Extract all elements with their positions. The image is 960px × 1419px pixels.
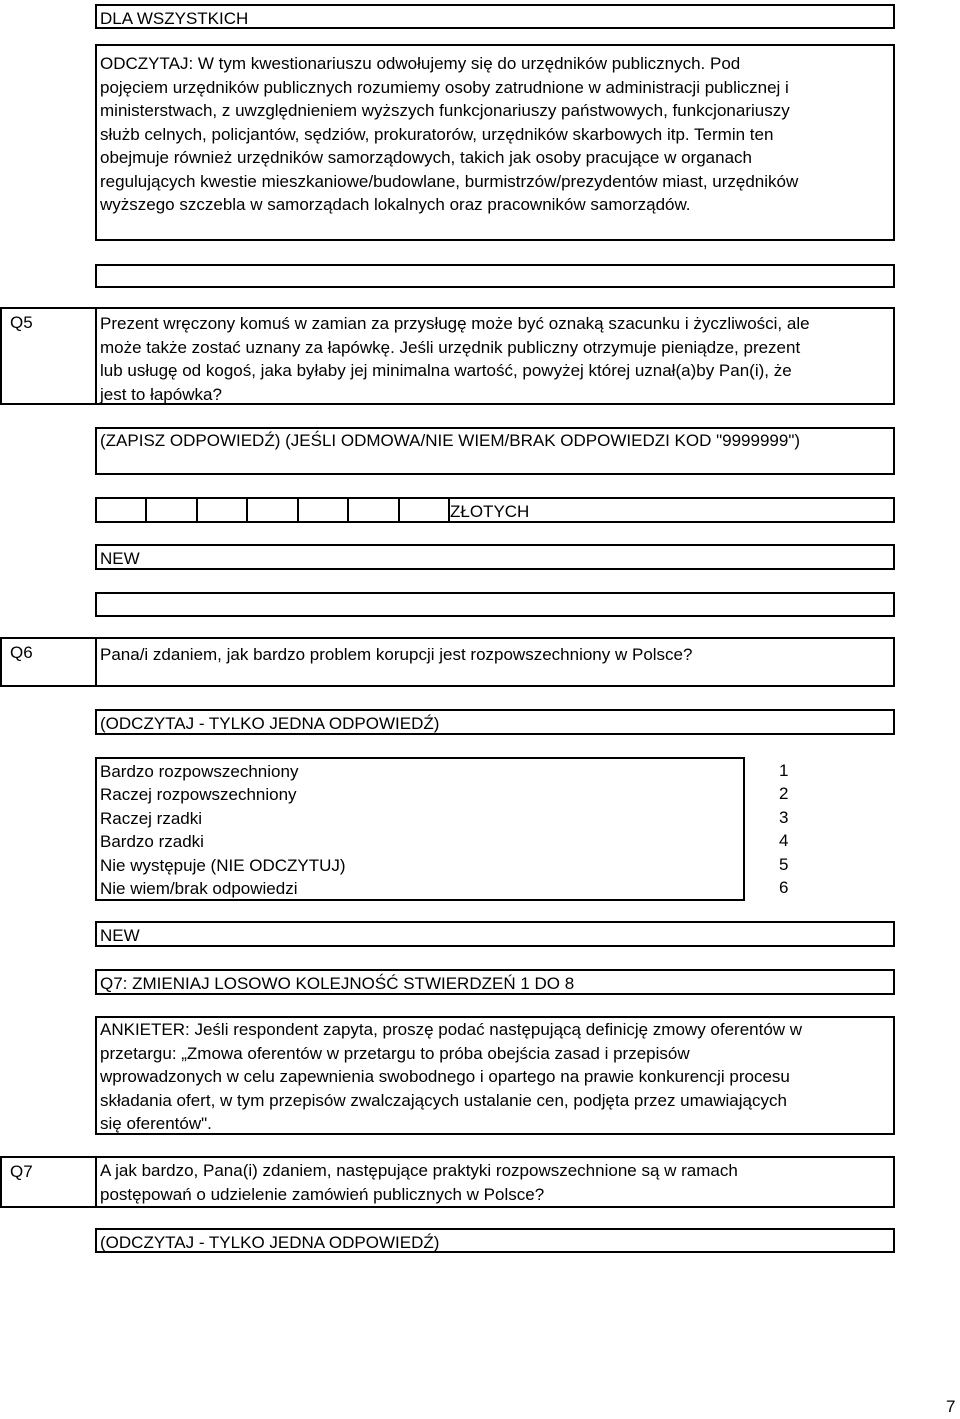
interviewer-line: składania ofert, w tym przepisów zwalczających ustalanie cen, podjęta przez umawiających	[100, 1090, 787, 1110]
option-label[interactable]: Nie występuje (NIE ODCZYTUJ)	[100, 855, 346, 875]
q7-question-box	[95, 1156, 895, 1208]
option-label[interactable]: Nie wiem/brak odpowiedzi	[100, 878, 298, 898]
q5-currency: ZŁOTYCH	[450, 502, 530, 521]
option-label[interactable]: Bardzo rzadki	[100, 832, 204, 852]
q7-label: Q7	[10, 1162, 33, 1181]
q7-question-line: A jak bardzo, Pana(i) zdaniem, następujące praktyki rozpowszechnione są w ramach	[100, 1161, 738, 1180]
digit-cell[interactable]	[349, 499, 399, 521]
q7-rotate-box	[95, 969, 895, 995]
q5-question-line: może także zostać uznany za łapówkę. Jeśli urzędnik publiczny otrzymuje pieniądze, prezent	[100, 337, 801, 357]
option-code: 1	[779, 761, 789, 780]
q6-question: Pana/i zdaniem, jak bardzo problem korupcji jest rozpowszechniony w Polsce?	[100, 645, 693, 664]
interviewer-line: przetargu: „Zmowa oferentów w przetargu to próba obejścia zasad i przepisów	[100, 1043, 690, 1063]
interviewer-line: się oferentów".	[100, 1114, 212, 1133]
option-code: 4	[779, 831, 789, 851]
q5-label: Q5	[10, 313, 33, 332]
q6-new-box	[95, 921, 895, 947]
intro-line: ministerstwach, z uwzględnieniem wyższych funkcjonariuszy państwowych, funkcjonariuszy	[100, 101, 790, 120]
separator-box	[95, 264, 895, 288]
q7-interviewer-box	[95, 1016, 895, 1135]
separator-box	[95, 592, 895, 617]
intro-line: ODCZYTAJ: W tym kwestionariuszu odwołujemy się do urzędników publicznych. Pod	[100, 54, 741, 73]
q5-currency-box	[448, 497, 895, 523]
digit-cell[interactable]	[147, 499, 197, 521]
interviewer-line: ANKIETER: Jeśli respondent zapyta, proszę podać następującą definicję zmowy oferentów w	[100, 1020, 803, 1039]
intro-line: pojęciem urzędników publicznych rozumiemy osoby zatrudnione w administracji publicznej i	[100, 77, 789, 97]
q6-label: Q6	[10, 643, 33, 662]
q7-label-cell	[0, 1156, 97, 1208]
option-code: 2	[779, 784, 789, 804]
q5-new-tag: NEW	[100, 549, 140, 568]
option-label[interactable]: Bardzo rozpowszechniony	[100, 762, 299, 781]
intro-line: wyższego szczebla w samorządach lokalnych oraz pracowników samorządów.	[100, 195, 691, 214]
section-title: DLA WSZYSTKICH	[100, 9, 249, 28]
option-code: 6	[779, 877, 789, 897]
q5-question-line: Prezent wręczony komuś w zamian za przysługę może być oznaką szacunku i życzliwości, ale	[100, 314, 810, 333]
q7-rotate-note: Q7: ZMIENIAJ LOSOWO KOLEJNOŚĆ STWIERDZEŃ 1 DO 8	[100, 974, 575, 993]
q5-new-box	[95, 544, 895, 570]
q7-instruction-box	[95, 1228, 895, 1253]
page-number: 7	[946, 1397, 956, 1416]
q7-instruction: (ODCZYTAJ - TYLKO JEDNA ODPOWIEDŹ)	[100, 1233, 440, 1252]
q5-question	[100, 312, 890, 406]
q7-question	[100, 1159, 890, 1206]
q6-instruction-box	[95, 709, 895, 735]
q6-label-cell	[0, 637, 97, 687]
q6-new-tag: NEW	[100, 926, 140, 945]
q5-instruction: (ZAPISZ ODPOWIEDŹ) (JEŚLI ODMOWA/NIE WIEM/BRAK ODPOWIEDZI KOD "9999999")	[100, 431, 801, 450]
section-header	[95, 4, 895, 29]
q7-interviewer-note	[100, 1018, 890, 1136]
q5-question-line: lub usługę od kogoś, jaka byłaby jej minimalna wartość, powyżej której uznał(a)by Pan(i), że	[100, 361, 792, 380]
option-code: 3	[779, 807, 789, 827]
intro-text	[100, 52, 890, 217]
q6-question-box	[95, 637, 895, 687]
digit-cell[interactable]	[97, 499, 147, 521]
digit-cell[interactable]	[299, 499, 349, 521]
q5-instruction-box	[95, 427, 895, 475]
intro-line: obejmuje również urzędników samorządowych, takich jak osoby pracujące w organach	[100, 148, 752, 167]
q6-instruction: (ODCZYTAJ - TYLKO JEDNA ODPOWIEDŹ)	[100, 714, 440, 733]
q7-question-line: postępowań o udzielenie zamówień publicznych w Polsce?	[100, 1184, 545, 1204]
option-label[interactable]: Raczej rzadki	[100, 808, 203, 828]
digit-cell[interactable]	[248, 499, 298, 521]
digit-cell[interactable]	[198, 499, 248, 521]
intro-line: regulujących kwestie mieszkaniowe/budowlane, burmistrzów/prezydentów miast, urzędników	[100, 171, 799, 191]
q5-question-box	[95, 307, 895, 405]
q5-question-line: jest to łapówka?	[100, 384, 222, 404]
digit-cell[interactable]	[400, 499, 448, 521]
intro-box	[95, 44, 895, 241]
option-code: 5	[779, 854, 789, 874]
option-label[interactable]: Raczej rozpowszechniony	[100, 785, 297, 805]
q6-option-codes	[779, 759, 788, 899]
q5-label-cell	[0, 307, 97, 405]
q5-amount-digits[interactable]	[95, 497, 450, 523]
q6-options	[100, 760, 740, 900]
interviewer-line: wprowadzonych w celu zapewnienia swobodnego i opartego na prawie konkurencji procesu	[100, 1067, 790, 1086]
q6-options-box	[95, 757, 745, 901]
intro-line: służb celnych, policjantów, sędziów, prokuratorów, urzędników skarbowych itp. Termin ten	[100, 124, 774, 144]
